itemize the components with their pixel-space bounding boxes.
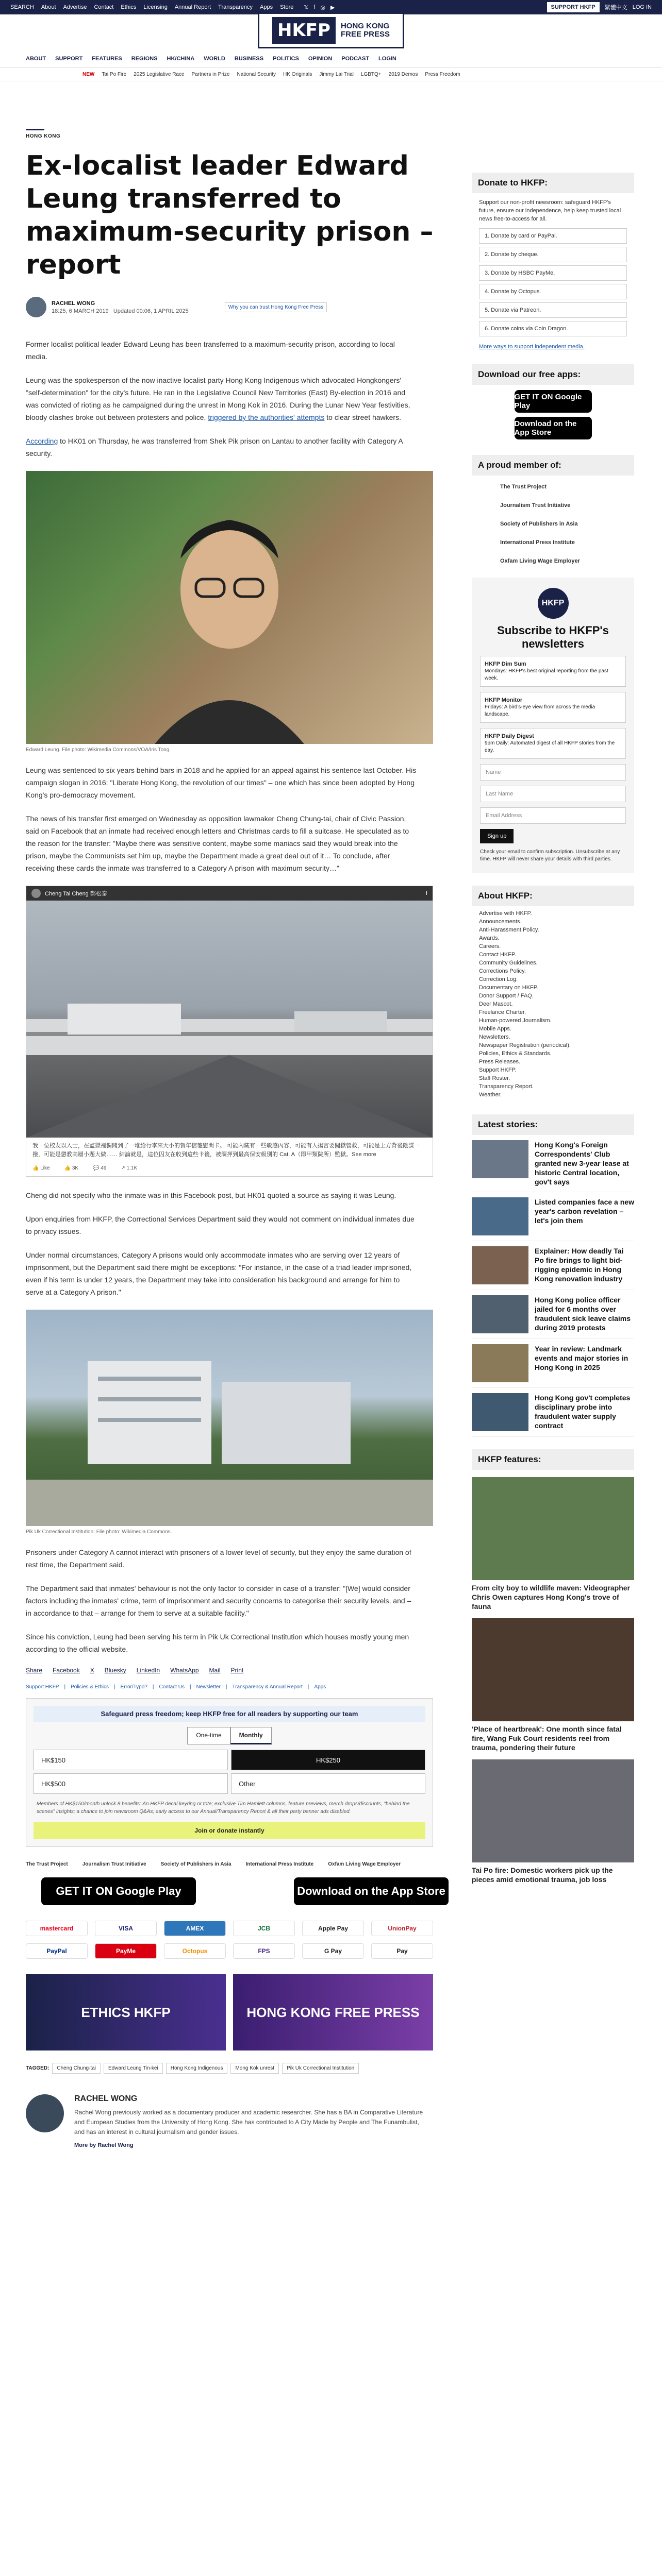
- nav-politics[interactable]: POLITICS: [273, 55, 299, 62]
- util-ethics[interactable]: Ethics: [121, 4, 137, 10]
- trend-item[interactable]: HK Originals: [283, 72, 312, 77]
- partner-logos: [26, 1861, 454, 1867]
- tagged-label: TAGGED:: [26, 2065, 49, 2071]
- paragraph-text: to clear street hawkers.: [324, 413, 401, 421]
- sidebar: [472, 173, 634, 1884]
- trend-item[interactable]: LGBTQ+: [360, 72, 382, 77]
- about-link[interactable]: Correction Log.: [479, 976, 518, 982]
- donate-option[interactable]: 5. Donate via Patreon.: [479, 302, 627, 318]
- share-whatsapp[interactable]: WhatsApp: [170, 1667, 199, 1674]
- story-thumbnail: [472, 1393, 528, 1431]
- newsletter-name: HKFP Daily Digest: [485, 733, 534, 739]
- amount-option[interactable]: Other: [231, 1773, 425, 1794]
- about-link[interactable]: Policies, Ethics & Standards.: [479, 1050, 552, 1057]
- about-link[interactable]: Deer Mascot.: [479, 1001, 513, 1007]
- visa-logo: VISA: [95, 1921, 157, 1936]
- policy-link[interactable]: Error/Typo?: [120, 1684, 147, 1690]
- story-title: Year in review: Landmark events and major stories in Hong Kong in 2025: [535, 1345, 628, 1371]
- member-heading: A proud member of:: [472, 455, 634, 476]
- about-link[interactable]: Documentary on HKFP.: [479, 985, 538, 991]
- promo-banners: [26, 1974, 454, 2050]
- inline-link[interactable]: According: [26, 437, 58, 445]
- share-count[interactable]: ↗ 1.1K: [121, 1165, 138, 1171]
- section-label[interactable]: HONG KONG: [26, 129, 44, 139]
- byline: [26, 297, 454, 317]
- facebook-page-name[interactable]: Cheng Tai Cheng 鄭松泰: [45, 891, 107, 897]
- donate-option[interactable]: 6. Donate coins via Coin Dragon.: [479, 321, 627, 336]
- trend-item[interactable]: 2019 Demos: [388, 72, 418, 77]
- tag-list: [26, 2063, 454, 2074]
- feature-item[interactable]: [472, 1759, 634, 1884]
- payme-logo: PayMe: [95, 1943, 157, 1959]
- app-store-button[interactable]: Download on the App Store: [515, 417, 592, 439]
- logo-line-2: FREE PRESS: [340, 30, 390, 39]
- member-logos: [472, 476, 634, 572]
- story-thumbnail: [472, 1344, 528, 1382]
- paragraph: Prisoners under Category A cannot interact with prisoners of a lower level of security, but they enjoy the same duration of rest time, the Department said.: [26, 1548, 411, 1569]
- tag[interactable]: Mong Kok unrest: [230, 2063, 279, 2074]
- nav-support[interactable]: SUPPORT: [55, 55, 83, 62]
- amount-options: [34, 1750, 425, 1794]
- latest-heading: Latest stories:: [472, 1114, 634, 1135]
- about-link[interactable]: Staff Roster.: [479, 1075, 510, 1081]
- app-buttons: [41, 1877, 454, 1905]
- donate-option[interactable]: 1. Donate by card or PayPal.: [479, 228, 627, 244]
- donate-option[interactable]: 3. Donate by HSBC PayMe.: [479, 265, 627, 281]
- oxfam-logo[interactable]: Oxfam Living Wage Employer: [500, 558, 580, 564]
- share-bluesky[interactable]: Bluesky: [104, 1667, 126, 1674]
- photo-caption: Edward Leung. File photo: Wikimedia Commons/VOA/Iris Tong.: [26, 747, 171, 753]
- apps-heading: Download our free apps:: [472, 364, 634, 385]
- trend-item[interactable]: 2025 Legislative Race: [134, 72, 185, 77]
- like-count-value: 3K: [72, 1165, 79, 1171]
- about-link[interactable]: Newsletters.: [479, 1034, 510, 1040]
- google-play-button[interactable]: GET IT ON Google Play: [41, 1877, 196, 1905]
- paragraph: [26, 435, 418, 460]
- search-link[interactable]: SEARCH: [10, 4, 34, 10]
- policy-link[interactable]: Contact Us: [159, 1684, 185, 1690]
- share-print[interactable]: Print: [230, 1667, 244, 1674]
- ipi-logo[interactable]: International Press Institute: [500, 539, 575, 546]
- paragraph: Under normal circumstances, Category A prisons would only accommodate inmates who are serving over 12 years of imprisonment, but the Department said there might be exceptions: "For instance, in the case of a triad leader imprisoned, even if his term is under 12 years, the Department may take into consideration his background and arrange for him to serve at a Category A prison.": [26, 1251, 412, 1296]
- join-button[interactable]: Join or donate instantly: [34, 1822, 425, 1839]
- nav-podcast[interactable]: PODCAST: [341, 55, 370, 62]
- unionpay-logo: UnionPay: [371, 1921, 433, 1936]
- nav-world[interactable]: WORLD: [204, 55, 225, 62]
- story-title: Listed companies face a new year's carbon revelation – let's join them: [535, 1198, 634, 1225]
- paragraph: Since his conviction, Leung had been serving his term in Pik Uk Correctional Institution which houses mostly young men according to the official website.: [26, 1633, 409, 1653]
- amount-option-selected[interactable]: HK$250: [231, 1750, 425, 1770]
- youtube-icon[interactable]: ▶: [330, 4, 335, 11]
- pik-uk-photo: [26, 1310, 433, 1526]
- instagram-icon[interactable]: ◎: [320, 4, 325, 11]
- newsletter-name: HKFP Monitor: [485, 697, 523, 703]
- story-item[interactable]: [472, 1135, 634, 1192]
- story-title: Hong Kong's Foreign Correspondents' Club granted new 3-year lease at historic Central location, gov't says: [535, 1141, 629, 1186]
- article-body: [26, 338, 454, 1655]
- mastercard-logo: mastercard: [26, 1921, 88, 1936]
- newsletter-option[interactable]: [480, 656, 626, 687]
- about-link[interactable]: Human-powered Journalism.: [479, 1018, 552, 1024]
- paragraph: Upon enquiries from HKFP, the Correctional Services Department said they would not comment on individual inmates due to privacy issues.: [26, 1215, 415, 1235]
- util-store[interactable]: Store: [280, 4, 294, 10]
- share-label: Share: [26, 1667, 43, 1674]
- story-item[interactable]: [472, 1339, 634, 1388]
- author-bio: Rachel Wong previously worked as a documentary producer and academic researcher. She has a BA in Comparative Literature and European Studies from the University of Hong Kong. She has contributed to A City Made by People and The Funambulist, and has an interest in cultural journalism and gender issues.: [74, 2109, 423, 2136]
- story-title: Hong Kong police officer jailed for 6 months over fraudulent sick leave claims during 2019 protests: [535, 1296, 631, 1332]
- about-link[interactable]: Freelance Charter.: [479, 1009, 526, 1015]
- jcb-logo: JCB: [233, 1921, 295, 1936]
- latest-stories: [472, 1135, 634, 1437]
- jti-logo[interactable]: Journalism Trust Initiative: [82, 1861, 146, 1867]
- trend-item[interactable]: National Security: [237, 72, 276, 77]
- newsletter-desc: Mondays: HKFP's best original reporting from the past week.: [485, 668, 608, 681]
- about-link[interactable]: Awards.: [479, 935, 500, 941]
- updated-date: Updated 00:06, 1 APRIL 2025: [113, 308, 189, 314]
- policy-link[interactable]: Newsletter: [196, 1684, 221, 1690]
- facebook-post-text: 我一位校友以入士，在監獄裡獨聞到了一堆給行李來大小的賀年信箋慰問卡。 可能內藏有一些敏感內容，可能有人揚言要闖獄營救，可能是上方背後陰謀一撥，可能是懲教高層小題大做…… 結論就是，這位囚友在收到這些卡後，被調押到最高保安級別的 Cat. A（即甲類院所）監獄。See more: [32, 1143, 420, 1158]
- story-item[interactable]: [472, 1290, 634, 1339]
- one-time-tab[interactable]: One-time: [187, 1727, 230, 1744]
- membership-benefits: Members of HK$150/month unlock 8 benefits: An HKFP decal keyring or tote; exclusive Tim Hamlett columns, feature previews, merch drops/discounts, "behind the scenes" insights; a chance to join newsroom Q&As; early access to our Annual/Transparency Report & all their party banner ads disabled.: [37, 1801, 410, 1815]
- signup-button[interactable]: Sign up: [480, 829, 514, 843]
- google-play-button[interactable]: GET IT ON Google Play: [515, 390, 592, 413]
- publish-date: 18:25, 6 MARCH 2019: [52, 308, 109, 314]
- features-heading: HKFP features:: [472, 1449, 634, 1470]
- support-widget: [26, 1698, 433, 1847]
- donate-option[interactable]: 2. Donate by cheque.: [479, 247, 627, 262]
- author-avatar: [26, 297, 46, 317]
- logo-wordmark: [341, 22, 390, 39]
- like-count: 👍 3K: [64, 1165, 79, 1171]
- share-x[interactable]: X: [90, 1667, 94, 1674]
- about-links: [472, 906, 634, 1102]
- share-linkedin[interactable]: LinkedIn: [136, 1667, 160, 1674]
- trend-item[interactable]: Press Freedom: [425, 72, 460, 77]
- building-illustration: [26, 1310, 433, 1526]
- story-title: Explainer: How deadly Tai Po fire brings to light bid-rigging epidemic in Hong Kong renovation industry: [535, 1247, 624, 1283]
- about-link[interactable]: Community Guidelines.: [479, 960, 538, 966]
- nav-about[interactable]: ABOUT: [26, 55, 46, 62]
- hkfp-badge: HKFP: [538, 588, 569, 619]
- paragraph: Cheng did not specify who the inmate was in this Facebook post, but HK01 quoted a source as saying it was Leung.: [26, 1191, 396, 1199]
- share-bar: [26, 1667, 454, 1674]
- trust-link[interactable]: Why you can trust Hong Kong Free Press: [225, 302, 327, 312]
- trend-item[interactable]: Jimmy Lai Trial: [319, 72, 354, 77]
- facebook-photo[interactable]: [26, 901, 433, 1138]
- payment-methods: [26, 1921, 433, 1959]
- app-store-button[interactable]: Download on the App Store: [294, 1877, 449, 1905]
- policy-link[interactable]: Policies & Ethics: [71, 1684, 109, 1690]
- paragraph: Former localist political leader Edward Leung has been transferred to a maximum-security prison, according to local media.: [26, 340, 395, 361]
- edward-leung-photo: [26, 471, 433, 744]
- amex-logo: AMEX: [164, 1921, 226, 1936]
- more-ways-link[interactable]: More ways to support independent media.: [479, 344, 585, 350]
- donate-heading: Donate to HKFP:: [472, 173, 634, 193]
- amount-option[interactable]: HK$500: [34, 1773, 228, 1794]
- jti-logo[interactable]: Journalism Trust Initiative: [500, 502, 571, 509]
- more-by-author-link[interactable]: More by Rachel Wong: [74, 2142, 134, 2148]
- nav-opinion[interactable]: OPINION: [308, 55, 333, 62]
- portrait-illustration: [26, 471, 433, 744]
- support-title: Safeguard press freedom; keep HKFP free for all readers by supporting our team: [34, 1706, 425, 1722]
- about-link[interactable]: Careers.: [479, 943, 501, 950]
- facebook-icon: f: [425, 890, 427, 896]
- share-mail[interactable]: Mail: [209, 1667, 221, 1674]
- tag[interactable]: Edward Leung Tin-kei: [104, 2063, 163, 2074]
- feature-item[interactable]: [472, 1477, 634, 1611]
- policy-link[interactable]: Transparency & Annual Report: [232, 1684, 303, 1690]
- feature-item[interactable]: [472, 1618, 634, 1752]
- inline-link[interactable]: triggered by the authorities' attempts: [208, 413, 325, 421]
- paypal-logo: PayPal: [26, 1943, 88, 1959]
- util-advertise[interactable]: Advertise: [63, 4, 87, 10]
- about-link[interactable]: Press Releases.: [479, 1059, 521, 1065]
- feature-image: [472, 1618, 634, 1721]
- newsletter-name: HKFP Dim Sum: [485, 661, 526, 667]
- trending-bar: [0, 68, 662, 81]
- nav-business[interactable]: BUSINESS: [234, 55, 264, 62]
- facebook-embed-header: [26, 886, 433, 901]
- top-right-actions: [547, 0, 652, 14]
- util-transparency[interactable]: Transparency: [218, 4, 253, 10]
- email-field[interactable]: Email Address: [480, 807, 626, 824]
- last-name-field[interactable]: Last Name: [480, 786, 626, 802]
- story-thumbnail: [472, 1246, 528, 1284]
- feature-image: [472, 1759, 634, 1862]
- facebook-icon[interactable]: f: [313, 4, 316, 10]
- author-name[interactable]: RACHEL WONG: [52, 300, 95, 307]
- name-field[interactable]: Name: [480, 764, 626, 781]
- fps-logo: FPS: [233, 1943, 295, 1959]
- ipi-logo[interactable]: International Press Institute: [245, 1861, 314, 1867]
- article: [26, 129, 454, 2148]
- feature-title: 'Place of heartbreak': One month since fatal fire, Wang Fuk Court residents reel from trauma, pondering their future: [472, 1725, 622, 1752]
- nav-regions[interactable]: REGIONS: [131, 55, 158, 62]
- about-link[interactable]: Newspaper Registration (periodical).: [479, 1042, 571, 1048]
- tag[interactable]: Hong Kong Indigenous: [166, 2063, 228, 2074]
- login-link[interactable]: LOG IN: [632, 4, 652, 10]
- feature-title: Tai Po fire: Domestic workers pick up the pieces amid emotional trauma, job loss: [472, 1866, 613, 1884]
- trend-item[interactable]: Tai Po Fire: [102, 72, 127, 77]
- about-link[interactable]: Corrections Policy.: [479, 968, 526, 974]
- page-avatar: [31, 889, 41, 898]
- paragraph: The Department said that inmates' behaviour is not the only factor to consider in case of a transfer: "[We] would consider factors including the inmates' crime, term of imprisonment and security concerns to categorise their security levels, and – in accordance to that – arrange for them to serve at a suitable facility.": [26, 1584, 411, 1617]
- trust-project-logo[interactable]: The Trust Project: [26, 1861, 68, 1867]
- logo-mark: HKFP: [272, 17, 336, 44]
- about-link[interactable]: Donor Support / FAQ.: [479, 993, 534, 999]
- newsletter-desc: 9pm Daily: Automated digest of all HKFP stories from the day.: [485, 740, 615, 753]
- sopa-logo[interactable]: Society of Publishers in Asia: [160, 1861, 231, 1867]
- x-icon[interactable]: 𝕏: [304, 4, 309, 11]
- story-item[interactable]: [472, 1241, 634, 1290]
- newsletter-note: Check your email to confirm subscription. Unsubscribe at any time. HKFP will never share your details with third parties.: [480, 849, 620, 862]
- comment-count-value: 49: [101, 1165, 107, 1171]
- story-thumbnail: [472, 1197, 528, 1235]
- story-item[interactable]: [472, 1192, 634, 1241]
- apple-pay-logo: Apple Pay: [302, 1921, 364, 1936]
- trust-project-logo[interactable]: The Trust Project: [500, 484, 547, 490]
- facebook-reactions: [26, 1163, 433, 1176]
- author-box: [26, 2094, 454, 2148]
- main-nav: [0, 49, 662, 68]
- about-link[interactable]: Contact HKFP.: [479, 952, 516, 958]
- like-label: Like: [40, 1165, 50, 1171]
- share-facebook[interactable]: Facebook: [53, 1667, 80, 1674]
- tag[interactable]: Pik Uk Correctional Institution: [282, 2063, 359, 2074]
- policy-link[interactable]: Apps: [314, 1684, 326, 1690]
- share-count-value: 1.1K: [126, 1165, 138, 1171]
- nav-features[interactable]: FEATURES: [92, 55, 122, 62]
- octopus-logo: Octopus: [164, 1943, 226, 1959]
- frequency-toggle: [34, 1727, 425, 1744]
- story-item[interactable]: [472, 1388, 634, 1437]
- about-link[interactable]: Support HKFP.: [479, 1067, 517, 1073]
- about-link[interactable]: Announcements.: [479, 919, 522, 925]
- about-heading: About HKFP:: [472, 886, 634, 906]
- feature-image: [472, 1477, 634, 1580]
- tag[interactable]: Cheng Chung-tai: [52, 2063, 101, 2074]
- newsletter-desc: Fridays: A bird's-eye view from across the media landscape.: [485, 704, 595, 717]
- about-link[interactable]: Mobile Apps.: [479, 1026, 511, 1032]
- ethics-banner[interactable]: ETHICS HKFP: [26, 1974, 226, 2050]
- donate-blurb: Support our non-profit newsroom: safeguard HKFP's future, ensure our independence, help keep trusted local news free-to-access for all.: [479, 199, 621, 222]
- facebook-embed[interactable]: [26, 886, 433, 1177]
- donate-option[interactable]: 4. Donate by Octopus.: [479, 284, 627, 299]
- author-avatar: [26, 2094, 64, 2132]
- story-title: Hong Kong gov't completes disciplinary probe into fraudulent water supply contract: [535, 1394, 631, 1430]
- util-contact[interactable]: Contact: [94, 4, 114, 10]
- newsletter-signup: [472, 578, 634, 873]
- story-thumbnail: [472, 1295, 528, 1333]
- amount-option[interactable]: HK$150: [34, 1750, 228, 1770]
- policy-links: Support HKFP | Policies & Ethics | Error/Typo? | Contact Us | Newsletter | Transparency & Annual Report | Apps: [26, 1684, 326, 1690]
- paragraph-text: Leung was the spokesperson of the now inactive localist party Hong Kong Indigenous which advocated Hongkongers' "self-determination" for the city's future. He ran in the Legislative Council New Territories (East) By-election in 2016 and was convicted of rioting as he campaigned during the unrest in Mong Kok in 2016. During the Lunar New Year festivities, bloody clashes broke out between protesters and police,: [26, 376, 410, 421]
- prison-road-illustration: [26, 901, 433, 1138]
- comment-count[interactable]: 💬 49: [93, 1165, 107, 1171]
- social-icons: [304, 4, 335, 11]
- story-thumbnail: [472, 1140, 528, 1178]
- about-link[interactable]: Transparency Report.: [479, 1083, 534, 1090]
- util-licensing[interactable]: Licensing: [143, 4, 168, 10]
- article-title: Ex-localist leader Edward Leung transferred to maximum-security prison – report: [26, 150, 434, 280]
- paragraph: The news of his transfer first emerged on Wednesday as opposition lawmaker Cheng Chung-tai, chair of Civic Passion, said on Facebook that an inmate had received enough letters and Christmas cards to fill a suitcase. He speculated as to the reason for the transfer: "Maybe there was sensitive content, maybe some maniacs said they would break into the prison, maybe the Communists set him up, maybe the Department made a great deal out of it… To conclude, after receiving these cards the inmate was transferred to a Category A prison with maximum security…": [26, 815, 409, 872]
- nav-hk-china[interactable]: HK/CHINA: [167, 55, 195, 62]
- hkfp-promo-banner[interactable]: HONG KONG FREE PRESS: [233, 1974, 433, 2050]
- logo-line-1: HONG KONG: [340, 22, 390, 30]
- paragraph-text: to HK01 on Thursday, he was transferred from Shek Pik prison on Lantau to another facility with Category A security.: [26, 437, 403, 457]
- donate-options: [472, 228, 634, 336]
- about-link[interactable]: Weather.: [479, 1092, 502, 1098]
- policy-link[interactable]: Support HKFP: [26, 1684, 59, 1690]
- paragraph: [26, 374, 418, 423]
- newsletter-option[interactable]: [480, 692, 626, 723]
- about-link[interactable]: Advertise with HKFP.: [479, 910, 532, 917]
- new-badge: NEW: [82, 72, 95, 77]
- util-about[interactable]: About: [41, 4, 56, 10]
- author-bio-name[interactable]: RACHEL WONG: [74, 2094, 138, 2103]
- newsletter-title: Subscribe to HKFP's newsletters: [497, 624, 609, 650]
- trend-item[interactable]: Partners in Prize: [191, 72, 230, 77]
- about-link[interactable]: Anti-Harassment Policy.: [479, 927, 539, 933]
- nav-login[interactable]: LOGIN: [378, 55, 396, 62]
- google-pay-logo: G Pay: [302, 1943, 364, 1959]
- newsletter-option[interactable]: [480, 728, 626, 759]
- pay-logo: Pay: [371, 1943, 433, 1959]
- language-link[interactable]: 繁體中文: [604, 5, 627, 11]
- hkfp-logo[interactable]: [258, 12, 404, 48]
- sopa-logo[interactable]: Society of Publishers in Asia: [500, 521, 578, 527]
- sidebar-app-buttons: [472, 385, 634, 445]
- feature-title: From city boy to wildlife maven: Videographer Chris Owen captures Hong Kong's trove of fauna: [472, 1584, 631, 1611]
- paragraph: Leung was sentenced to six years behind bars in 2018 and he applied for an appeal against his sentence last October. His campaign slogan in 2016: "Liberate Hong Kong, the revolution of our times" – one which has since been adopted by Hong Kong's pro-democracy movement.: [26, 766, 417, 799]
- like-button[interactable]: 👍 Like: [32, 1165, 50, 1171]
- util-apps[interactable]: Apps: [260, 4, 273, 10]
- monthly-tab[interactable]: Monthly: [230, 1727, 272, 1744]
- support-hkfp-button[interactable]: SUPPORT HKFP: [547, 2, 600, 12]
- oxfam-logo[interactable]: Oxfam Living Wage Employer: [328, 1861, 401, 1867]
- util-annual-report[interactable]: Annual Report: [174, 4, 211, 10]
- photo-caption: Pik Uk Correctional Institution. File photo: Wikimedia Commons.: [26, 1529, 172, 1535]
